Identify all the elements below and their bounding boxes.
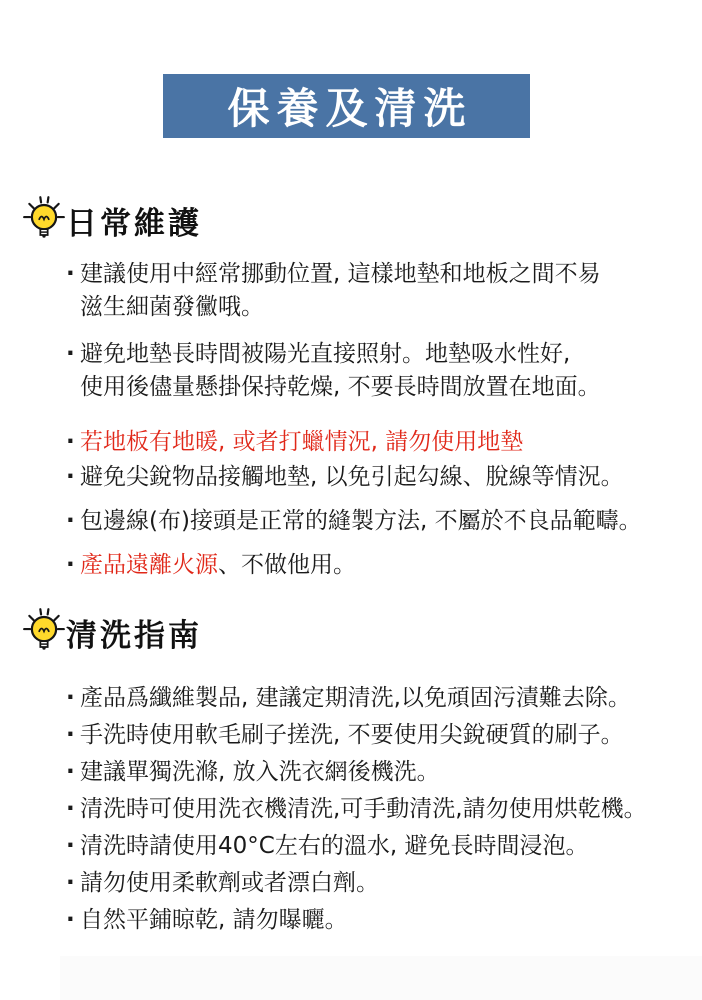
list-item-text: 使用後儘量懸掛保持乾燥, 不要長時間放置在地面。: [80, 374, 601, 400]
cleaning-guide-list: [64, 682, 700, 941]
page-title: 保養及清洗: [227, 84, 473, 133]
list-item: [64, 338, 700, 404]
section-header-cleaning-guide: [22, 606, 202, 658]
section-header-daily-maintenance: [22, 194, 202, 246]
section-title-daily-maintenance: 日常維護: [66, 205, 202, 242]
lightbulb-icon: [22, 194, 66, 246]
daily-maintenance-list: [64, 258, 700, 582]
list-item: [64, 756, 700, 789]
list-item-text: 清洗時請使用40°C左右的溫水, 避免長時間浸泡。: [80, 833, 589, 859]
list-item: [64, 258, 700, 324]
list-item: [64, 719, 700, 752]
list-item-text: 滋生細菌發黴哦。: [80, 294, 264, 320]
list-item: [64, 505, 700, 538]
bottom-faint-block: [60, 956, 702, 1000]
list-item-text: 自然平鋪晾乾, 請勿曝曬。: [80, 907, 348, 933]
list-item: [64, 904, 700, 937]
list-item-text: 包邊線(布)接頭是正常的縫製方法, 不屬於不良品範疇。: [80, 508, 642, 534]
list-item-warning: [64, 426, 700, 459]
list-item-text: 建議單獨洗滌, 放入洗衣網後機洗。: [80, 759, 440, 785]
section-title-cleaning-guide: 清洗指南: [66, 617, 202, 654]
lightbulb-icon: [22, 606, 66, 658]
list-item-text: 產品爲纖維製品, 建議定期清洗,以免頑固污漬難去除。: [80, 685, 631, 711]
list-item: [64, 793, 700, 826]
list-item: [64, 461, 700, 494]
list-item: [64, 830, 700, 863]
list-item-text: 手洗時使用軟毛刷子搓洗, 不要使用尖銳硬質的刷子。: [80, 722, 624, 748]
list-item-text: · 建議使用中經常挪動位置, 這樣地墊和地板之間不易: [80, 261, 601, 287]
list-item-warning: [64, 549, 700, 582]
list-item-text: · 避免地墊長時間被陽光直接照射。地墊吸水性好,: [80, 341, 571, 367]
list-item-text: 請勿使用柔軟劑或者漂白劑。: [80, 870, 379, 896]
list-item-text: 、不做他用。: [218, 552, 356, 578]
list-item-text: 清洗時可使用洗衣機清洗,可手動清洗,請勿使用烘乾機。: [80, 796, 647, 822]
list-item: [64, 867, 700, 900]
list-item: [64, 682, 700, 715]
warning-text: 若地板有地暖, 或者打蠟情況, 請勿使用地墊: [80, 429, 524, 455]
title-banner: [163, 74, 530, 138]
warning-text: 產品遠離火源: [80, 552, 218, 578]
list-item-text: 避免尖銳物品接觸地墊, 以免引起勾線、脫線等情況。: [80, 464, 624, 490]
